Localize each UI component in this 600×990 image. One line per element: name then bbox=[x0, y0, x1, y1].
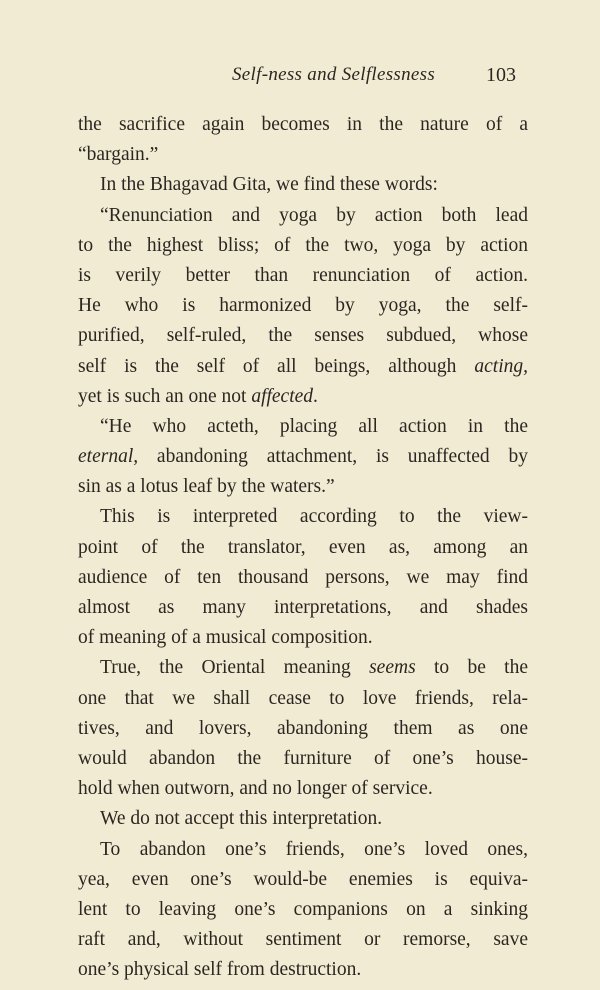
text-segment: “bargain.” bbox=[78, 144, 159, 166]
text-line bbox=[78, 291, 528, 321]
text-line bbox=[78, 442, 528, 472]
text-segment: of meaning of a musical composition. bbox=[78, 627, 373, 649]
text-line bbox=[78, 382, 528, 412]
text-line bbox=[78, 865, 528, 895]
text-line bbox=[78, 472, 528, 502]
text-segment: lent to leaving one’s companions on a sinking bbox=[78, 898, 528, 920]
page-number: 103 bbox=[486, 64, 516, 86]
text-segment: In the Bhagavad Gita, we find these words: bbox=[100, 174, 438, 196]
text-segment: hold when outworn, and no longer of service. bbox=[78, 778, 433, 800]
running-title: Self-ness and Selflessness bbox=[232, 64, 436, 85]
text-line bbox=[78, 955, 528, 985]
text-line bbox=[78, 412, 528, 442]
text-segment: This is interpreted according to the view- bbox=[100, 506, 528, 528]
text-segment: True, the Oriental meaning bbox=[100, 657, 370, 679]
text-segment: yea, even one’s would-be enemies is equiva- bbox=[78, 868, 528, 890]
text-line bbox=[78, 563, 528, 593]
text-line bbox=[78, 653, 528, 683]
text-line bbox=[78, 623, 528, 653]
text-line bbox=[78, 835, 528, 865]
text-segment: self is the self of all beings, although bbox=[78, 355, 475, 377]
text-line bbox=[78, 352, 528, 382]
page-header bbox=[0, 64, 600, 94]
text-line bbox=[78, 744, 528, 774]
text-line bbox=[78, 533, 528, 563]
text-segment: To abandon one’s friends, one’s loved ones, bbox=[100, 838, 528, 860]
text-segment: to be the bbox=[415, 657, 528, 679]
text-segment: point of the translator, even as, among an bbox=[78, 536, 528, 558]
text-line bbox=[78, 895, 528, 925]
text-segment: He who is harmonized by yoga, the self- bbox=[78, 295, 528, 317]
text-line bbox=[78, 261, 528, 291]
text-segment: would abandon the furniture of one’s house- bbox=[78, 747, 528, 769]
text-line bbox=[78, 170, 528, 200]
text-line bbox=[78, 110, 528, 140]
text-segment: tives, and lovers, abandoning them as one bbox=[78, 717, 528, 739]
text-segment: raft and, without sentiment or remorse, save bbox=[78, 929, 528, 951]
text-segment: audience of ten thousand persons, we may find bbox=[78, 566, 528, 588]
text-line bbox=[78, 684, 528, 714]
text-line bbox=[78, 140, 528, 170]
italic-text: affected bbox=[251, 385, 314, 407]
text-line bbox=[78, 201, 528, 231]
text-segment: the sacrifice again becomes in the nature of a bbox=[78, 114, 528, 135]
italic-text: seems bbox=[369, 657, 416, 679]
body-text bbox=[78, 110, 528, 985]
text-segment: to the highest bliss; of the two, yoga by action bbox=[78, 234, 528, 256]
text-line bbox=[78, 804, 528, 834]
text-segment: is verily better than renunciation of action. bbox=[78, 264, 528, 286]
text-line bbox=[78, 231, 528, 261]
text-segment: . bbox=[313, 385, 318, 407]
text-segment: “He who acteth, placing all action in the bbox=[100, 415, 528, 437]
text-segment: “Renunciation and yoga by action both lead bbox=[100, 204, 528, 226]
text-line bbox=[78, 321, 528, 351]
text-segment: one’s physical self from destruction. bbox=[78, 959, 362, 981]
text-line bbox=[78, 502, 528, 532]
text-segment: one that we shall cease to love friends, rela- bbox=[78, 687, 528, 709]
text-line bbox=[78, 714, 528, 744]
text-line bbox=[78, 925, 528, 955]
text-segment: We do not accept this interpretation. bbox=[100, 808, 383, 830]
text-line bbox=[78, 774, 528, 804]
text-line bbox=[78, 593, 528, 623]
text-segment: purified, self-ruled, the senses subdued, whose bbox=[78, 325, 528, 347]
text-segment: abandoning attachment, is unaffected by bbox=[138, 446, 528, 468]
italic-text: eternal, bbox=[78, 446, 139, 468]
text-segment: almost as many interpretations, and shades bbox=[78, 597, 528, 618]
text-segment: yet is such an one not bbox=[78, 385, 252, 407]
text-segment: sin as a lotus leaf by the waters.” bbox=[78, 476, 335, 498]
italic-text: acting, bbox=[474, 355, 528, 377]
